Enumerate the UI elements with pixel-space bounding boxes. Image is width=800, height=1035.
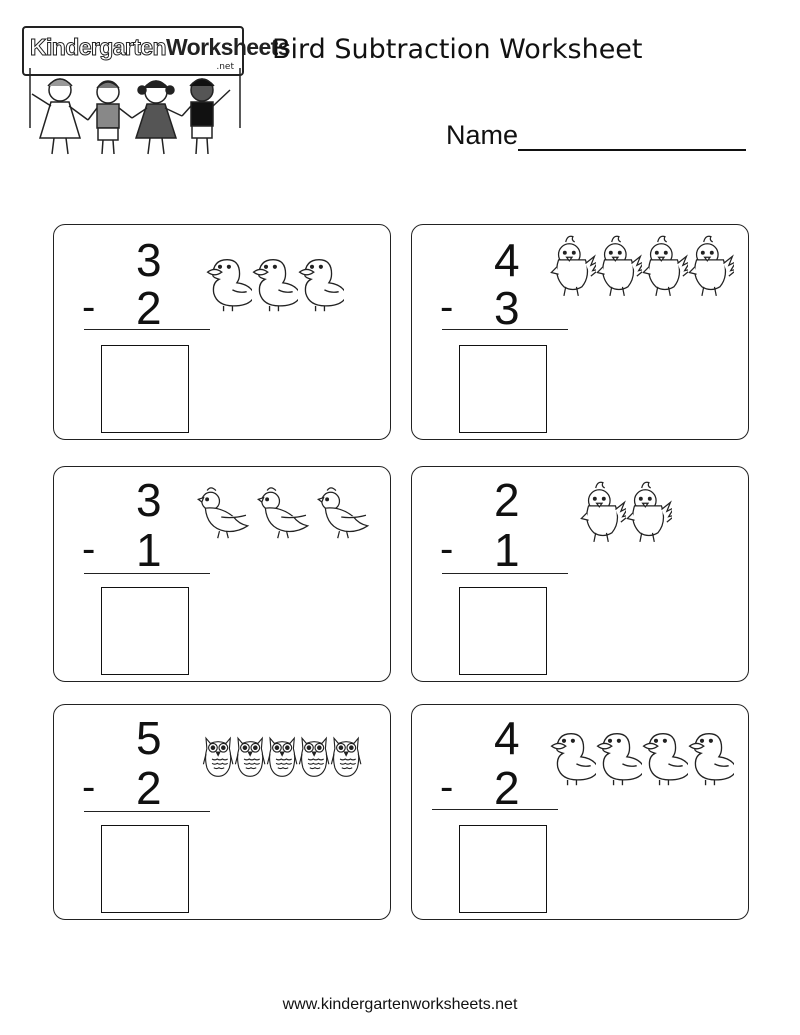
subtrahend: 2	[494, 762, 520, 814]
minus-sign: -	[82, 765, 96, 809]
minuend: 2	[494, 474, 520, 526]
logo-text-part2: Worksheets	[165, 34, 290, 60]
bird-group	[578, 479, 670, 553]
name-field-line[interactable]	[518, 149, 746, 151]
owl-icon	[298, 733, 332, 785]
page-title: Bird Subtraction Worksheet	[272, 34, 643, 65]
chick-icon	[624, 479, 672, 549]
songbird-icon	[252, 487, 314, 547]
chick-icon	[594, 233, 642, 303]
minus-sign: -	[440, 527, 454, 571]
answer-box[interactable]	[459, 587, 547, 675]
subtrahend: 2	[136, 762, 162, 814]
bird-group	[548, 233, 732, 307]
owl-icon	[330, 733, 364, 785]
owl-icon	[202, 733, 236, 785]
subtrahend: 3	[494, 282, 520, 334]
duck-icon	[204, 249, 252, 313]
minuend: 3	[136, 234, 162, 286]
songbird-icon	[192, 487, 254, 547]
kids-holding-hands-icon	[18, 68, 250, 164]
bird-group	[202, 733, 362, 789]
bird-group	[548, 723, 732, 791]
chick-icon	[686, 233, 734, 303]
subtrahend: 2	[136, 282, 162, 334]
minus-sign: -	[82, 285, 96, 329]
duck-icon	[296, 249, 344, 313]
songbird-icon	[312, 487, 374, 547]
logo-suffix: .net	[216, 62, 234, 72]
chick-icon	[578, 479, 626, 549]
answer-box[interactable]	[459, 825, 547, 913]
answer-box[interactable]	[101, 345, 189, 433]
answer-rule	[84, 329, 210, 330]
duck-icon	[594, 723, 642, 787]
problem-card-2	[411, 224, 749, 440]
answer-box[interactable]	[101, 825, 189, 913]
chick-icon	[640, 233, 688, 303]
subtrahend: 1	[136, 524, 162, 576]
problem-card-5	[53, 704, 391, 920]
minuend: 3	[136, 474, 162, 526]
logo-text	[30, 34, 290, 61]
answer-rule	[442, 573, 568, 574]
minus-sign: -	[440, 285, 454, 329]
minuend: 5	[136, 712, 162, 764]
duck-icon	[686, 723, 734, 787]
minuend: 4	[494, 712, 520, 764]
minus-sign: -	[82, 527, 96, 571]
minuend: 4	[494, 234, 520, 286]
answer-rule	[84, 573, 210, 574]
problem-card-4	[411, 466, 749, 682]
answer-rule	[84, 811, 210, 812]
problem-card-6	[411, 704, 749, 920]
answer-rule	[442, 329, 568, 330]
chick-icon	[548, 233, 596, 303]
problem-card-1	[53, 224, 391, 440]
answer-box[interactable]	[101, 587, 189, 675]
problem-card-3	[53, 466, 391, 682]
name-label: Name	[446, 120, 519, 150]
logo-text-part1: Kindergarten	[30, 34, 166, 60]
owl-icon	[266, 733, 300, 785]
duck-icon	[640, 723, 688, 787]
bird-group	[204, 249, 342, 317]
duck-icon	[250, 249, 298, 313]
minus-sign: -	[440, 765, 454, 809]
footer-url: www.kindergartenworksheets.net	[282, 996, 518, 1013]
answer-rule	[432, 809, 558, 810]
site-logo	[18, 12, 290, 162]
owl-icon	[234, 733, 268, 785]
duck-icon	[548, 723, 596, 787]
bird-group	[192, 487, 372, 551]
answer-box[interactable]	[459, 345, 547, 433]
subtrahend: 1	[494, 524, 520, 576]
